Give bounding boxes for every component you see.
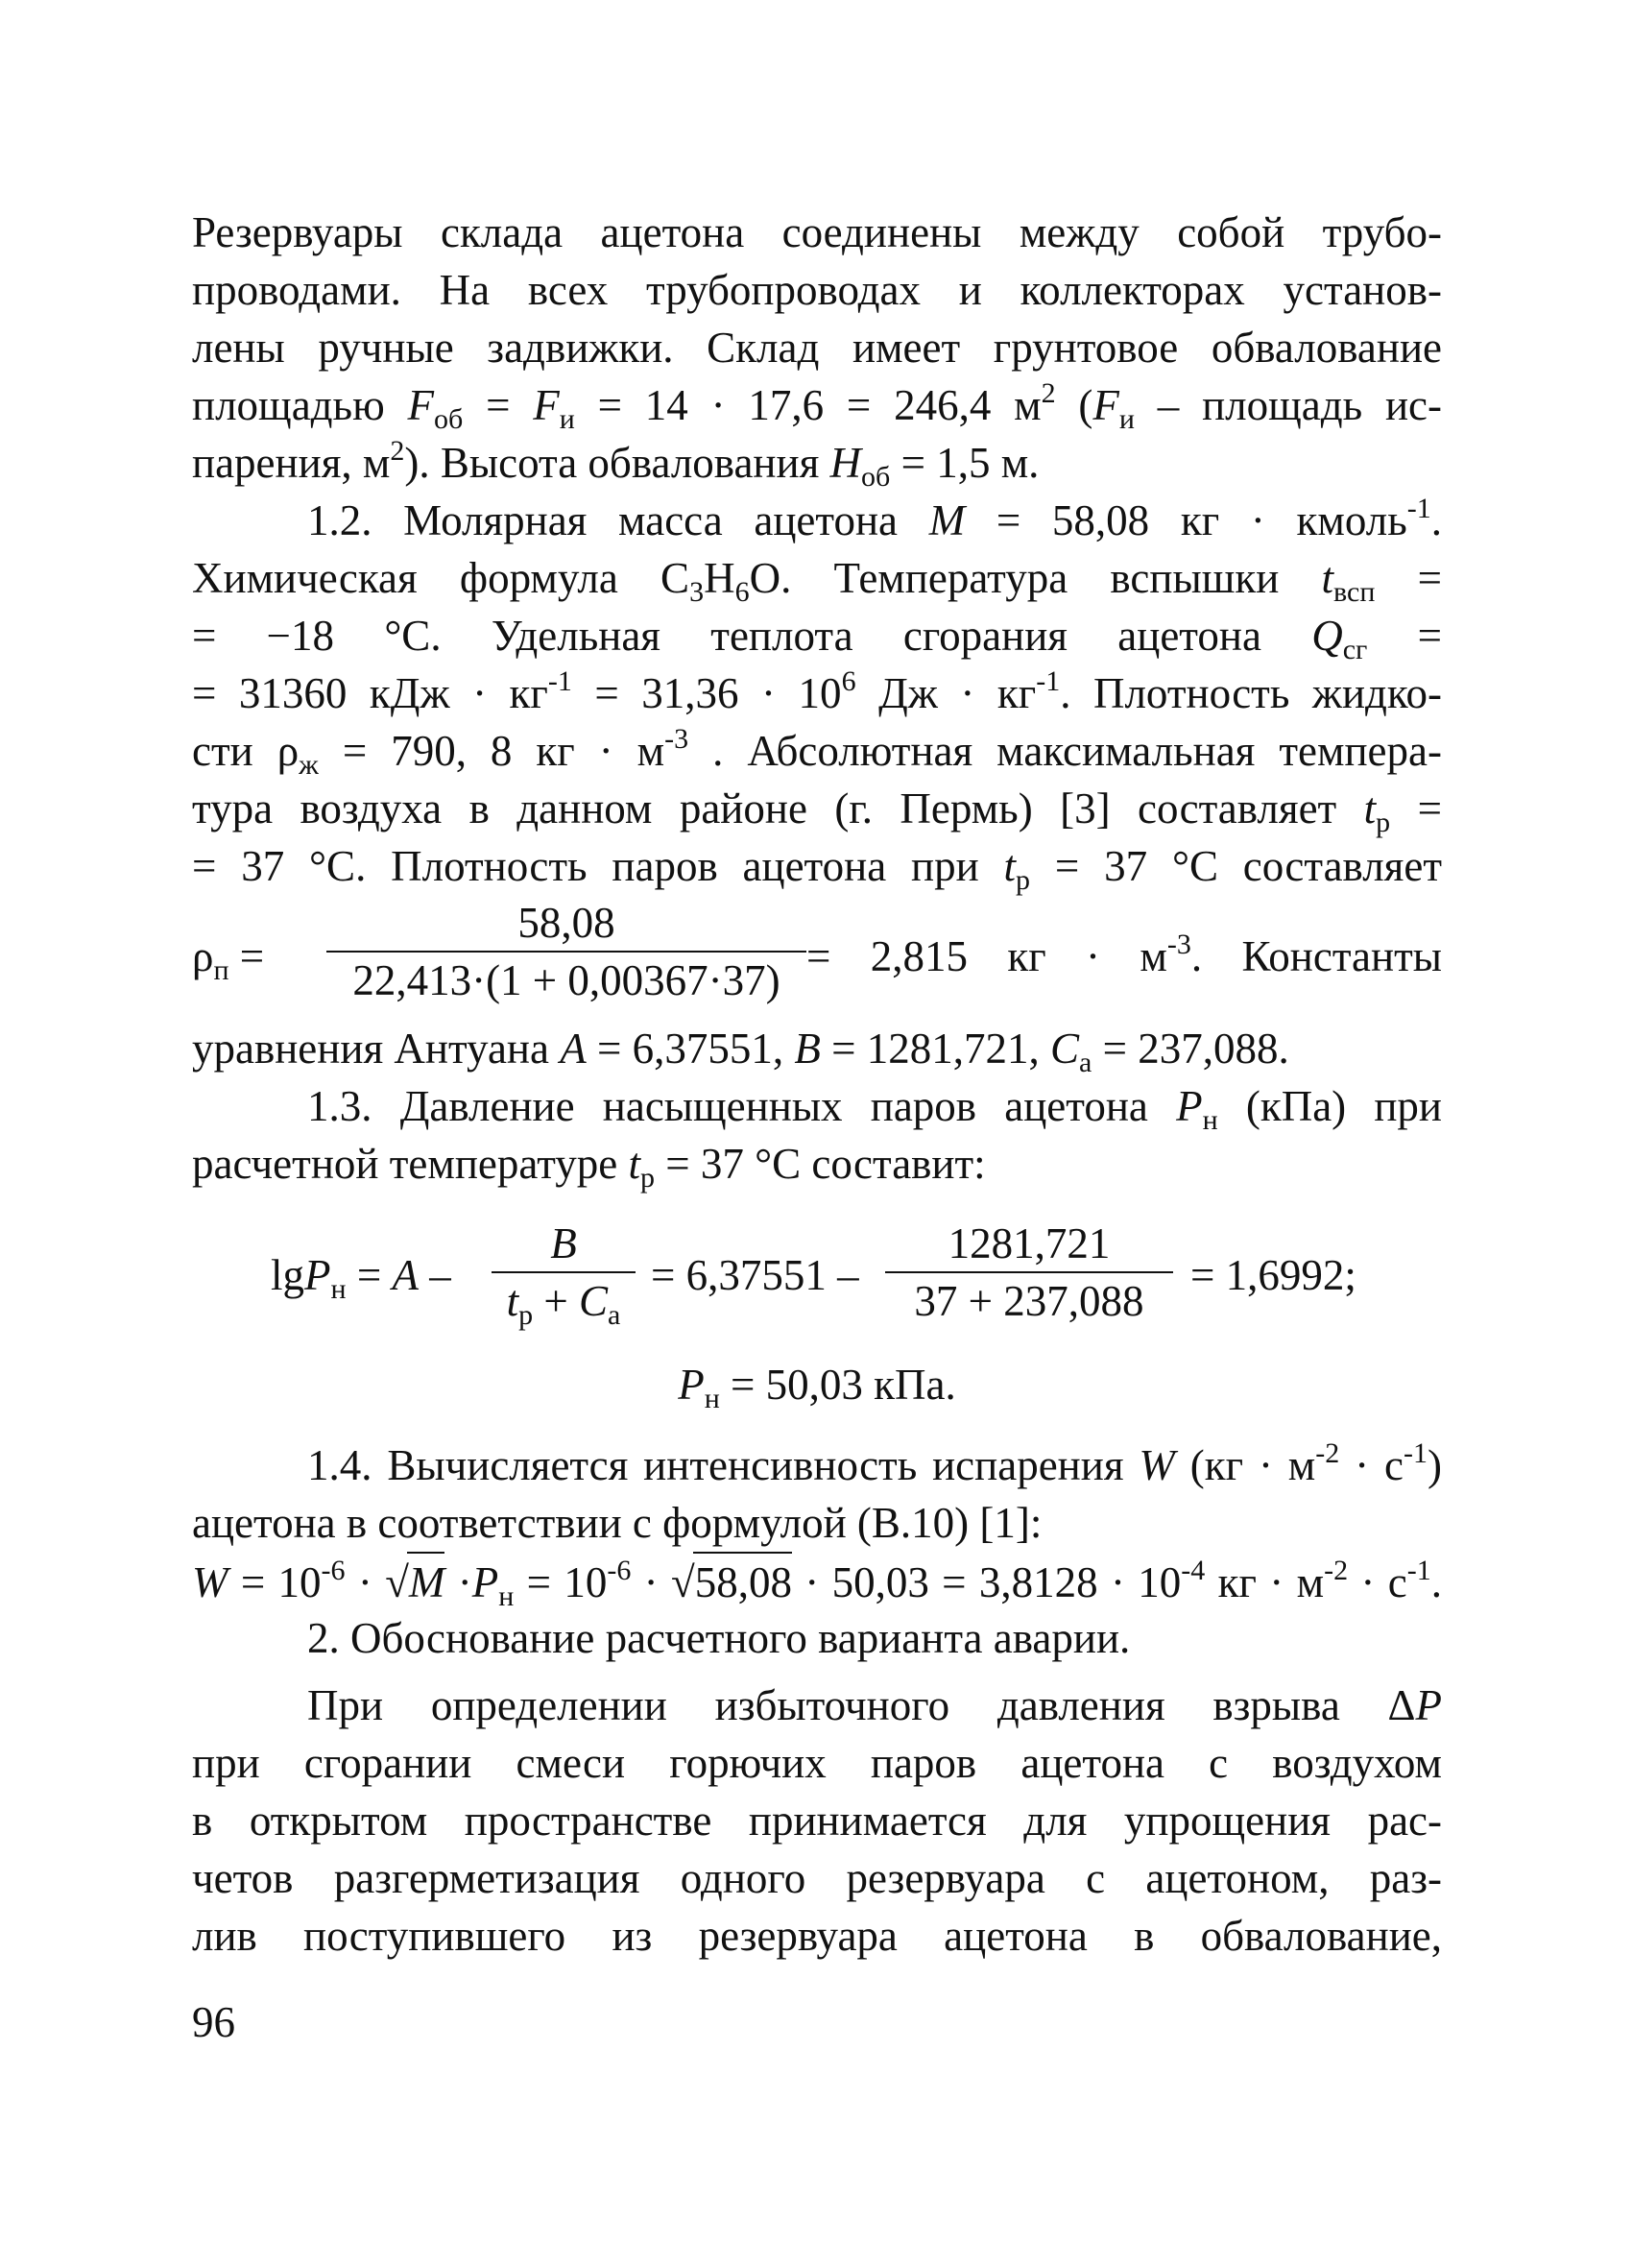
antoine-equation [192,1212,1442,1356]
section-1-2-line: 1.2. Молярная масса ацетона M = 58,08 кг · кмоль$^{-1}$. [307,493,1442,544]
text-line: лены ручные задвижки. Склад имеет грунтовое обвалование [192,324,1442,372]
text-line-area: площадью $F_{об} = F_и = 14 \cdot 17,6 = 246,4$ $м^2$ ($F_и$ – площадь ис- [192,377,1442,435]
section-1-4-line: 1.4. Вычисляется интенсивность испарения W $(кг \cdot м^{-2} \cdot с^{-1})$ [307,1437,1442,1489]
lg-mid: = 6,37551 – [651,1251,859,1299]
rho-rhs: = 2,815 кг · $м^{-3}$. Константы [806,929,1442,980]
text-line-heat: = −18 °С. Удельная теплота сгорания ацетона $Q_{сг}$ = [192,612,1442,665]
lg-result: = 1,6992; [1190,1251,1356,1299]
page-body [192,204,1442,1965]
text-line-height: парения, $м^2$). Высота обвалования $H_{об} = 1,5$ м. [192,435,1040,493]
fraction-numeric: $\frac{1281,721}{37 + 237,088}$ [885,1216,1173,1329]
text-line: Резервуары склада ацетона соединены между собой трубо- [192,208,1442,256]
text-line: проводами. На всех трубопроводах и коллекторах установ- [192,266,1442,314]
rho-numerator: 58,08 [517,899,615,947]
text-line-temp: тура воздуха в данном районе (г. Пермь) [3] составляет $t_р$ = [192,784,1442,838]
page-number: 96 [192,1998,235,2046]
text-line: в открытом пространстве принимается для упрощения рас- [192,1797,1442,1845]
rho-fraction [326,895,806,1008]
lg-lhs: lgP$_н$ = A – [271,1251,451,1305]
text-line-heat-value: = 31360 кДж · $кг^{-1} = 31,36 \cdot 10^6$ Дж · $кг^{-1}$. Плотность жидко- [192,665,1442,717]
antoine-constants: уравнения Антуана A = 6,37551, B = 1281,721, $C_а = 237,088$. [192,1025,1289,1078]
text-line: лив поступившего из резервуара ацетона в обвалование, [192,1912,1442,1960]
rho-denominator: 22,413·(1 + 0,00367·37) [326,951,806,1008]
text-line-vapor: = 37 °С. Плотность паров ацетона при $t_р = 37$ °С составляет [192,842,1442,896]
text-line: расчетной температуре $t_р = 37$ °С составит: [192,1140,986,1194]
text-line: При определении избыточного давления взрыва ΔP [307,1681,1442,1729]
fraction-b: B $t_р + C_а$ [492,1216,636,1329]
section-1-3-line: 1.3. Давление насыщенных паров ацетона $P_н$ (кПа) при [307,1082,1443,1136]
text-line-formula: Химическая формула $С_3Н_6О$. Температура вспышки $t_{всп}$ = [192,554,1442,608]
evaporation-equation: $W = 10^{-6} \cdot √M \cdot P_н = 10^{-6} \cdot √58,08 \cdot 50,03 = 3,8128 \cdot 10^{-4}$ кг · $м^{-2} \cdot с^{-1}$. [192,1552,1442,1609]
vapor-density-equation [192,895,1442,1020]
text-line: четов разгерметизация одного резервуара с ацетоном, раз- [192,1854,1442,1902]
rho-lhs: $\rho_п$ = [192,932,265,986]
pressure-result: $P_н = 50,03$ кПа. [678,1361,956,1414]
section-2-heading: 2. Обоснование расчетного варианта аварии. [307,1614,1131,1662]
text-line: ацетона в соответствии с формулой (В.10) [1]: [192,1499,1043,1547]
text-line-density: сти $\rho_ж = 790$, 8 кг · $м^{-3}$ . Абсолютная максимальная темпера- [192,723,1442,781]
text-line: при сгорании смеси горючих паров ацетона с воздухом [192,1739,1442,1787]
